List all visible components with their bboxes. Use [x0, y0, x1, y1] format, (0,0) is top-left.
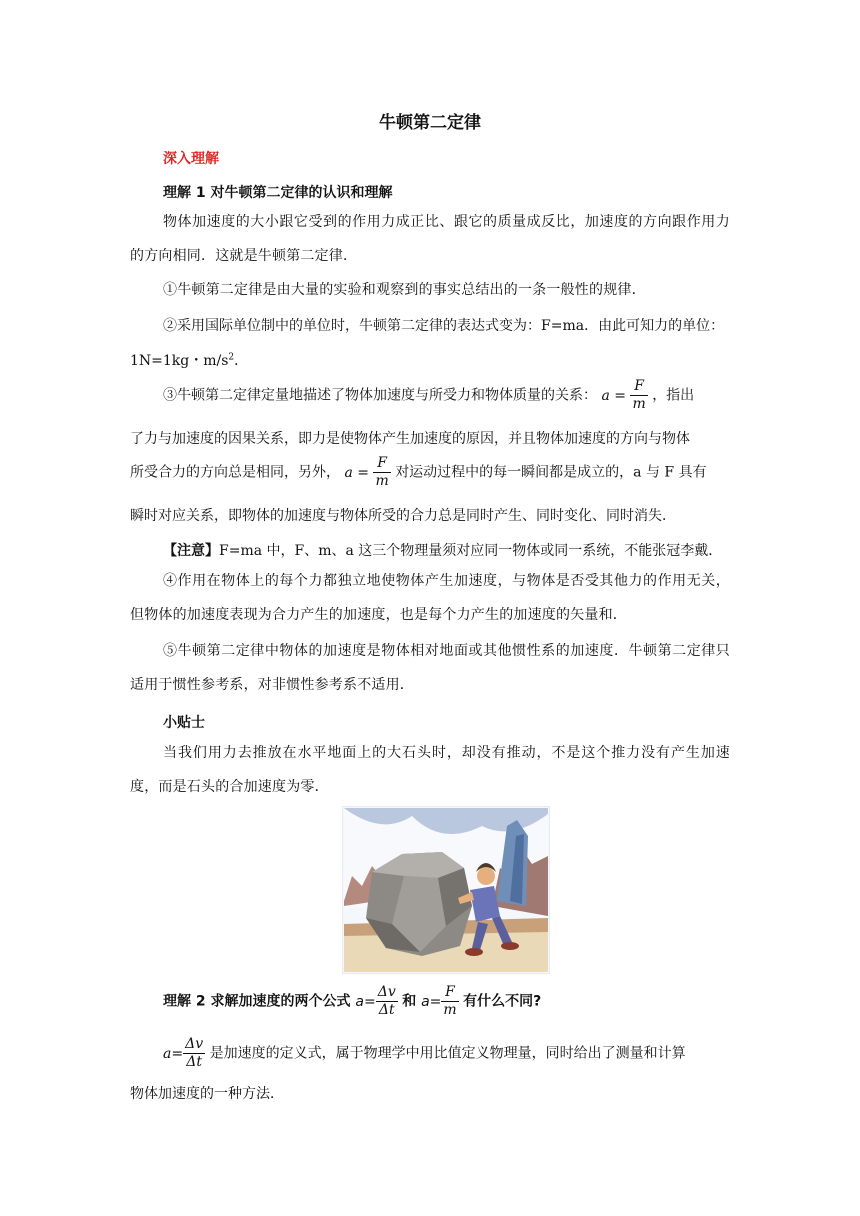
formula-equals: =: [357, 464, 369, 481]
understanding-1-heading: 理解 1 对牛顿第二定律的认识和理解: [163, 185, 393, 201]
understanding-2-heading: [163, 984, 541, 1019]
formula-lhs: a: [601, 387, 610, 404]
formula-lhs: a: [163, 1045, 172, 1062]
document-title: 牛顿第二定律: [379, 113, 481, 133]
definition-text: 是加速度的定义式，属于物理学中用比值定义物理量，同时给出了测量和计算: [209, 1045, 686, 1062]
fraction-denominator: Δt: [378, 1002, 395, 1018]
fraction-force-mass: [373, 455, 390, 490]
unit-end: ．: [234, 353, 249, 369]
fraction-force-mass: [441, 984, 458, 1019]
point-4: ④作用在物体上的每个力都独立地使物体产生加速度，与物体是否受其他力的作用无关，但物体的加速度表现为合力产生的加速度，也是每个力产生的加速度的矢量和．: [130, 573, 730, 623]
fraction-numerator: F: [441, 984, 458, 1002]
fraction-denominator: m: [375, 473, 389, 489]
formula-newton-3: [421, 984, 463, 1018]
fraction-denominator: Δt: [186, 1054, 202, 1070]
note-line: [163, 540, 722, 560]
fraction-numerator: F: [630, 378, 647, 396]
formula-lhs: a: [344, 464, 353, 481]
unit-expression: 1N=1kg・m/s: [130, 353, 229, 369]
law-paragraph: 物体加速度的大小跟它受到的作用力成正比、跟它的质量成反比，加速度的方向跟作用力的方向相同．这就是牛顿第二定律．: [130, 214, 730, 264]
fraction-force-mass: [630, 378, 647, 413]
point-1: ①牛顿第二定律是由大量的实验和观察到的事实总结出的一条一般性的规律．: [163, 282, 646, 298]
understanding-2-heading-and: 和: [402, 993, 417, 1010]
point-3-text-3: 所受合力的方向总是相同，另外，: [130, 464, 340, 481]
formula-equals: =: [429, 993, 442, 1010]
definition-line-2: 物体加速度的一种方法．: [130, 1086, 284, 1102]
understanding-2-heading-text: 理解 2 求解加速度的两个公式: [163, 993, 351, 1010]
note-text: F=ma 中，F、m、a 这三个物理量须对应同一物体或同一系统，不能张冠李戴．: [219, 543, 723, 559]
unit-exponent: 2: [228, 352, 235, 363]
fraction-numerator: Δv: [185, 1036, 204, 1052]
point-3-line-3: [130, 455, 707, 490]
point-3-line-1: [163, 378, 694, 413]
point-3-line-2: 了力与加速度的因果关系，即力是使物体产生加速度的原因，并且物体加速度的方向与物体: [130, 431, 690, 447]
pushing-rock-illustration: [342, 806, 550, 974]
point-2-line-1: ②采用国际单位制中的单位时，牛顿第二定律的表达式变为：F=ma．由此可知力的单位：: [163, 318, 725, 334]
formula-equals: =: [171, 1045, 184, 1062]
formula-equals: =: [614, 387, 626, 404]
point-3-line-4: 瞬时对应关系，即物体的加速度与物体所受的合力总是同时产生、同时变化、同时消失．: [130, 508, 676, 524]
point-5: ⑤牛顿第二定律中物体的加速度是物体相对地面或其他惯性系的加速度．牛顿第二定律只适用于惯性参考系，对非惯性参考系不适用．: [130, 643, 730, 693]
fraction-numerator: Δv: [377, 984, 396, 1000]
formula-newton: [601, 378, 652, 412]
point-3-text-2: ，指出: [652, 387, 695, 404]
fraction-denominator: m: [632, 396, 646, 412]
fraction-delta: [183, 1036, 205, 1071]
point-3-text: ③牛顿第二定律定量地描述了物体加速度与所受力和物体质量的关系：: [163, 387, 597, 404]
note-label: 【注意】: [163, 543, 219, 559]
tip-heading: 小贴士: [163, 715, 205, 731]
fraction-numerator: F: [373, 455, 390, 473]
definition-line-1: [163, 1036, 686, 1071]
formula-lhs: a: [421, 993, 430, 1010]
formula-equals: =: [363, 993, 376, 1010]
understanding-2-heading-end: 有什么不同?: [463, 993, 542, 1010]
point-2-line-2: [130, 350, 248, 370]
formula-newton-2: [344, 455, 395, 489]
fraction-denominator: m: [443, 1002, 457, 1018]
point-3-text-4: 对运动过程中的每一瞬间都是成立的，a 与 F 具有: [395, 464, 707, 481]
formula-lhs: a: [355, 993, 364, 1010]
tip-paragraph: 当我们用力去推放在水平地面上的大石头时，却没有推动，不是这个推力没有产生加速度，而是石头的合加速度为零．: [130, 745, 730, 795]
fraction-delta: [376, 984, 398, 1019]
section-heading: 深入理解: [163, 151, 219, 167]
